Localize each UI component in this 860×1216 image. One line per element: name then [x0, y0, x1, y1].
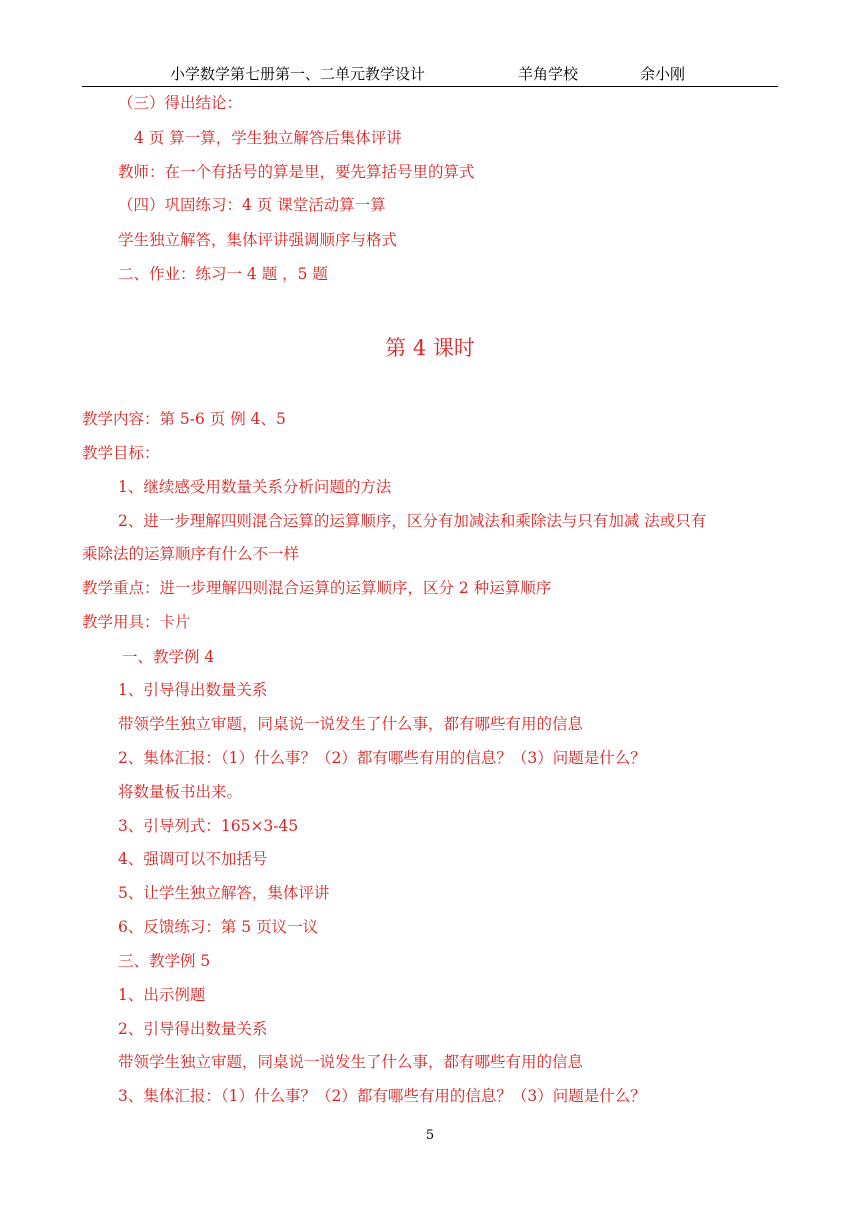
page-number: 5	[425, 1128, 435, 1143]
content-line: 一、教学例 4	[122, 648, 215, 666]
section-conclusion: （三）得出结论：	[118, 94, 243, 112]
header-title: 小学数学第七册第一、二单元教学设计	[170, 65, 426, 83]
content-line: 带领学生独立审题，同桌说一说发生了什么事，都有哪些有用的信息	[118, 1053, 584, 1071]
text-line: 学生独立解答，集体评讲强调顺序与格式	[118, 231, 398, 249]
content-line: 教学用具：卡片	[82, 613, 191, 631]
content-line: 1、继续感受用数量关系分析问题的方法	[118, 478, 392, 496]
section-practice: （四）巩固练习：4 页 课堂活动算一算	[118, 196, 386, 214]
content-line: 乘除法的运算顺序有什么不一样	[82, 545, 300, 563]
content-line: 3、引导列式：165×3-45	[118, 817, 299, 835]
content-line: 6、反馈练习：第 5 页议一议	[118, 918, 319, 936]
page-header	[82, 62, 778, 87]
content-line: 2、引导得出数量关系	[118, 1020, 268, 1038]
lesson-title: 第 4 课时	[385, 336, 475, 360]
content-line: 1、引导得出数量关系	[118, 681, 268, 699]
header-school: 羊角学校	[518, 65, 579, 83]
content-line: 5、让学生独立解答，集体评讲	[118, 884, 330, 902]
content-line: 教学目标：	[82, 444, 160, 462]
content-line: 三、教学例 5	[118, 952, 211, 970]
content-line: 3、集体汇报：（1）什么事？（2）都有哪些有用的信息？（3）问题是什么？	[118, 1087, 646, 1105]
text-line: 4 页 算一算，学生独立解答后集体评讲	[134, 129, 402, 147]
text-line: 教师：在一个有括号的算是里，要先算括号里的算式	[118, 163, 475, 181]
content-line: 2、集体汇报：（1）什么事？（2）都有哪些有用的信息？（3）问题是什么？	[118, 749, 646, 767]
content-line: 4、强调可以不加括号	[118, 850, 268, 868]
homework-line: 二、作业：练习一 4 题 ，5 题	[118, 265, 328, 283]
content-line: 将数量板书出来。	[118, 783, 243, 801]
content-line: 教学重点：进一步理解四则混合运算的运算顺序，区分 2 种运算顺序	[82, 579, 552, 597]
content-line: 教学内容：第 5-6 页 例 4、5	[82, 410, 286, 428]
header-author: 余小刚	[640, 65, 686, 83]
content-line: 2、进一步理解四则混合运算的运算顺序，区分有加减法和乘除法与只有加减 法或只有	[118, 512, 707, 530]
content-line: 带领学生独立审题，同桌说一说发生了什么事，都有哪些有用的信息	[118, 715, 584, 733]
content-line: 1、出示例题	[118, 986, 206, 1004]
